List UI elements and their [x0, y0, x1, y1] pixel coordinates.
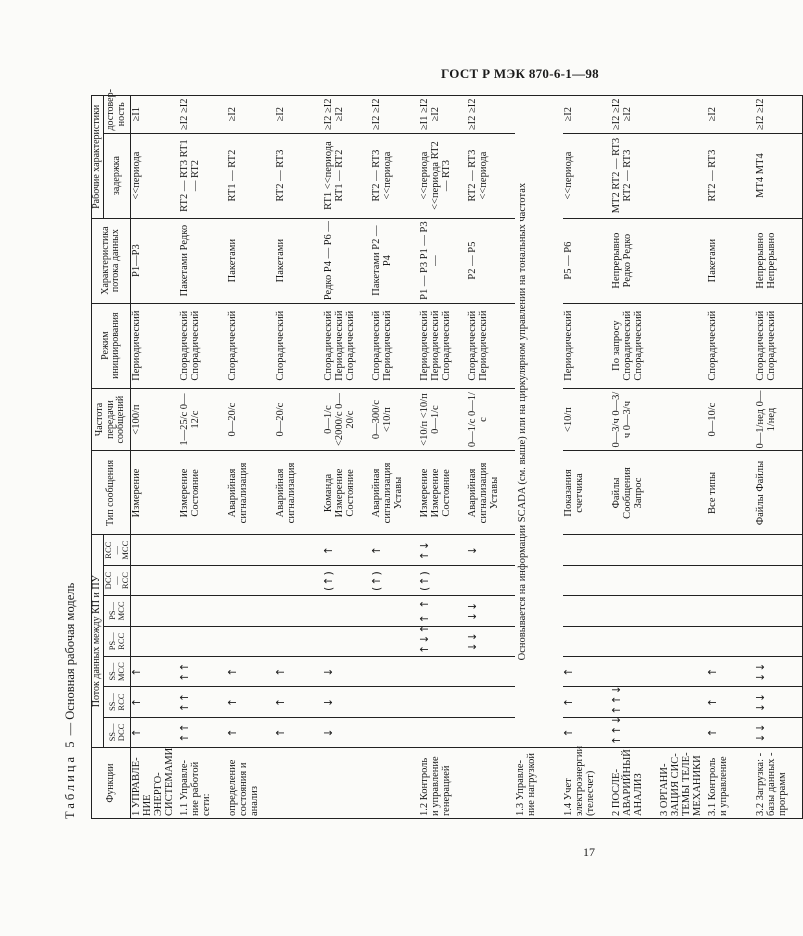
table-cell [659, 565, 707, 595]
table-cell: RT2 — RT3 <<периода [371, 133, 419, 218]
table-cell: Периодический [131, 303, 179, 388]
table-cell [563, 535, 611, 565]
table-cell [755, 626, 803, 656]
table-cell: ↑ ↑ [419, 596, 467, 626]
table-cell [131, 565, 179, 595]
table-cell [323, 626, 371, 656]
col-flow-char: Характеристика потока данных [92, 218, 131, 303]
table-cell: 1.3 Управле-ние нагрузкой [515, 748, 563, 819]
table-row [419, 96, 467, 819]
table-cell: <<периода [563, 133, 611, 218]
col-functions: Функции [92, 748, 131, 819]
table-cell [611, 626, 659, 656]
basic-operating-model-table [91, 89, 803, 819]
table-cell: 3.1 Контроль и управление [707, 748, 755, 819]
table-row [371, 96, 419, 819]
table-cell: ↓↓ [755, 657, 803, 687]
table-cell: 0—300/с <10/п [371, 388, 419, 451]
table-cell: ↑ [131, 717, 179, 747]
table-cell: 0—20/с [275, 388, 323, 451]
table-cell [467, 565, 515, 595]
col-flow-5: DCC—RCC [103, 565, 131, 595]
table-cell: ↑ [371, 535, 419, 565]
table-cell: ↑ [707, 717, 755, 747]
table-cell: ↑ [227, 687, 275, 717]
table-cell: ↑ [563, 687, 611, 717]
table-cell [659, 596, 707, 626]
table-cell: Спорадический Спорадический [755, 303, 803, 388]
table-cell [275, 626, 323, 656]
table-row [659, 96, 707, 819]
table-row [131, 96, 179, 819]
table-cell [371, 717, 419, 747]
table-cell: Спорадический Периодический [467, 303, 515, 388]
table-cell: ≥I2 [275, 96, 323, 134]
table-cell: ↑ [227, 717, 275, 747]
table-cell: ↓↓ [467, 596, 515, 626]
table-cell: ≥I1 [131, 96, 179, 134]
table-cell: ↑ [563, 717, 611, 747]
table-cell: Периодический [563, 303, 611, 388]
table-cell: P5 — P6 [563, 218, 611, 303]
table-cell: 0—20/с [227, 388, 275, 451]
table-cell [659, 303, 707, 388]
table-cell: Файлы Файлы [755, 451, 803, 535]
table-cell: ↑↑↓ [611, 687, 659, 717]
table-cell: Показания счетчика [563, 451, 611, 535]
table-cell [419, 657, 467, 687]
table-cell [467, 687, 515, 717]
col-flow-3: PS—RCC [103, 626, 131, 656]
table-cell: RT2 — RT3 [275, 133, 323, 218]
table-cell [707, 626, 755, 656]
table-cell: Аварийная сигнализация Уставы [371, 451, 419, 535]
table-cell [659, 687, 707, 717]
table-row [707, 96, 755, 819]
col-delay: задержка [103, 133, 131, 218]
table-cell [179, 535, 227, 565]
table-cell [707, 596, 755, 626]
table-cell [659, 218, 707, 303]
table-cell: ↑↑ [179, 717, 227, 747]
table-cell: RT2 — RT3 RT1 — RT2 [179, 133, 227, 218]
table-cell: ↑ [323, 535, 371, 565]
table-cell: 1 УПРАВЛЕ-НИЕ ЭНЕРГО-СИСТЕМАМИ [131, 748, 179, 819]
table-cell [707, 565, 755, 595]
table-cell: Спорадический [707, 303, 755, 388]
table-cell: ≥I1 ≥I2 ≥I2 [419, 96, 467, 134]
table-cell: ↑↑↓ [611, 717, 659, 747]
table-cell: Спорадический [227, 303, 275, 388]
table-caption: Таблица 5 — Основная рабочая модель [63, 582, 77, 819]
table-cell: ↓↓ [755, 687, 803, 717]
table-cell: ↑↓↑ [419, 626, 467, 656]
table-row [467, 96, 515, 819]
table-cell: P1—P3 [131, 218, 179, 303]
table-cell [611, 657, 659, 687]
table-cell: ≥I2 [227, 96, 275, 134]
table-cell: Спорадический [275, 303, 323, 388]
col-flow-1: SS—RCC [103, 687, 131, 717]
table-cell: ↑ [275, 657, 323, 687]
table-row [179, 96, 227, 819]
table-cell: <10/п [563, 388, 611, 451]
table-cell [659, 535, 707, 565]
table-cell: <<периода <<периода RT2 — RT3 [419, 133, 467, 218]
table-cell [563, 626, 611, 656]
table-cell [323, 748, 371, 819]
table-cell: 1.1 Управле-ние работой сети: [179, 748, 227, 819]
table-row [275, 96, 323, 819]
table-cell: Спорадический Периодический Спорадический [323, 303, 371, 388]
table-cell: Пакетами [227, 218, 275, 303]
table-cell: 0—1/с <2000/с 0—20/с [323, 388, 371, 451]
table-cell [659, 133, 707, 218]
col-msg-type: Тип сообщения [92, 451, 131, 535]
col-flow-2: SS—MCC [103, 657, 131, 687]
table-cell: RT1 — RT2 [227, 133, 275, 218]
table-cell: Файлы Сообщения Запрос [611, 451, 659, 535]
table-cell: P1 — P3 P1 — P3 — [419, 218, 467, 303]
table-row [611, 96, 659, 819]
table-cell [659, 451, 707, 535]
table-cell: Измерение Состояние [179, 451, 227, 535]
table-cell [371, 596, 419, 626]
table-cell [323, 596, 371, 626]
table-cell [659, 388, 707, 451]
table-cell: 0—10/с [707, 388, 755, 451]
table-cell: ↓ [323, 687, 371, 717]
table-cell: RT2 — RT3 <<периода [467, 133, 515, 218]
table-cell [179, 596, 227, 626]
table-cell: 1—25/с 0—12/с [179, 388, 227, 451]
table-cell: Пакетами [275, 218, 323, 303]
table-cell: ↑ [275, 687, 323, 717]
table-cell [275, 748, 323, 819]
table-cell: ≥I2 ≥I2 [179, 96, 227, 134]
table-cell [131, 626, 179, 656]
table-row [323, 96, 371, 819]
table-cell [563, 565, 611, 595]
table-cell: Спорадический Периодический [371, 303, 419, 388]
table-cell [467, 748, 515, 819]
table-cell: ↑↑ [179, 687, 227, 717]
col-perf-group: Рабочие характеристики [92, 96, 104, 219]
table-cell: Непрерывно Редко Редко [611, 218, 659, 303]
table-cell [227, 565, 275, 595]
table-cell [419, 687, 467, 717]
table-cell: ≥I2 ≥I2 ≥I2 [611, 96, 659, 134]
table-cell: ↓ [323, 657, 371, 687]
table-cell [131, 596, 179, 626]
table-cell: Спорадический Спорадический [179, 303, 227, 388]
table-cell: ↑ [131, 657, 179, 687]
table-cell: ≥I2 [563, 96, 611, 134]
rotated-table-block [63, 89, 788, 819]
table-cell: ↑ [707, 687, 755, 717]
table-cell: ↑ [275, 717, 323, 747]
table-cell: (↑) [323, 565, 371, 595]
table-cell [179, 626, 227, 656]
table-cell: ≥I2 [707, 96, 755, 134]
table-cell: ↑ [563, 657, 611, 687]
table-cell: Пакетами Редко [179, 218, 227, 303]
table-cell [227, 596, 275, 626]
table-cell: 3.2 Загрузка: - базы данных - программ [755, 748, 803, 819]
table-cell: ↓ [323, 717, 371, 747]
table-row [563, 96, 611, 819]
table-cell [371, 748, 419, 819]
col-frequency: Частота передачи сообщений [92, 388, 131, 451]
table-cell [611, 565, 659, 595]
table-cell [755, 565, 803, 595]
table-cell: По запросу Спорадический Спорадический [611, 303, 659, 388]
table-cell: Измерение Измерение Состояние [419, 451, 467, 535]
table-cell: <<периода [131, 133, 179, 218]
table-cell [275, 535, 323, 565]
table-cell [227, 626, 275, 656]
table-cell: ≥I2 ≥I2 ≥I2 [323, 96, 371, 134]
table-cell: 0—1/нед 0—1/нед [755, 388, 803, 451]
table-cell: Пакетами P2 — P4 [371, 218, 419, 303]
table-cell: (↑) [371, 565, 419, 595]
table-cell [659, 717, 707, 747]
table-cell: Измерение [131, 451, 179, 535]
table-cell: 2 ПОСЛЕ-АВАРИЙНЫЙ АНАЛИЗ [611, 748, 659, 819]
table-cell: ↑↑ [179, 657, 227, 687]
table-row [515, 96, 563, 819]
table-cell: Аварийная сигнализация [275, 451, 323, 535]
table-cell: ≥I2 ≥I2 [755, 96, 803, 134]
table-cell: Все типы [707, 451, 755, 535]
table-cell [419, 717, 467, 747]
table-cell: Непрерывно Непрерывно [755, 218, 803, 303]
table-cell [371, 687, 419, 717]
col-reliability: достовер-ность [103, 96, 131, 134]
table-cell: Основывается на информации SCADA (см. выше) или на циркулярном управлении на тональных частотах [515, 96, 563, 748]
table-cell: ↑ [131, 687, 179, 717]
table-cell: ↑ [707, 657, 755, 687]
table-cell [755, 535, 803, 565]
table-cell [275, 596, 323, 626]
table-cell: ↑ [227, 657, 275, 687]
table-cell: Аварийная сигнализация Уставы [467, 451, 515, 535]
table-cell [467, 717, 515, 747]
table-cell: RT2 — RT3 [707, 133, 755, 218]
table-cell: <10/п <10/п 0—1/с [419, 388, 467, 451]
table-cell: ↓↓ [755, 717, 803, 747]
table-cell: MT2 RT2 — RT3 RT2 — RT3 [611, 133, 659, 218]
table-cell: MT4 MT4 [755, 133, 803, 218]
table-cell [707, 535, 755, 565]
table-cell: определение состояния и анализ [227, 748, 275, 819]
table-cell: (↑) [419, 565, 467, 595]
table-cell: 0—3/ч 0—3/ч 0—3/ч [611, 388, 659, 451]
page-number: 17 [583, 845, 595, 859]
table-cell: ↑↓ [419, 535, 467, 565]
table-cell [179, 565, 227, 595]
table-cell: Периодический Периодический Спорадический [419, 303, 467, 388]
table-cell: RT1 <<периода RT1 — RT2 [323, 133, 371, 218]
table-cell [611, 596, 659, 626]
table-cell: 1.2 Контроль и управление генерацией [419, 748, 467, 819]
table-row [227, 96, 275, 819]
table-cell [275, 565, 323, 595]
table-cell: ≥I2 ≥I2 [467, 96, 515, 134]
table-cell [659, 657, 707, 687]
table-cell: ↓ [467, 535, 515, 565]
table-cell: P2 — P5 [467, 218, 515, 303]
table-cell: Команда Измерение Состояние [323, 451, 371, 535]
document-header: ГОСТ Р МЭК 870-6-1—98 [441, 66, 599, 81]
table-cell: Аварийная сигнализация [227, 451, 275, 535]
table-cell: Пакетами [707, 218, 755, 303]
table-cell: 0—1/с 0—1/с [467, 388, 515, 451]
table-cell: ↓↓ [467, 626, 515, 656]
table-cell [563, 596, 611, 626]
col-flow-group: Поток данных между КП и ПУ [92, 535, 104, 748]
table-cell: <100/п [131, 388, 179, 451]
table-cell: 1.4 Учет электроэнергии (телесчет) [563, 748, 611, 819]
table-cell: ≥I2 ≥I2 [371, 96, 419, 134]
table-cell [755, 596, 803, 626]
table-cell: Редко P4 — P6 — [323, 218, 371, 303]
col-flow-4: PS—MCC [103, 596, 131, 626]
col-mode: Режим инициирования [92, 303, 131, 388]
col-flow-6: RCC—MCC [103, 535, 131, 565]
table-cell [467, 657, 515, 687]
table-cell [131, 535, 179, 565]
table-cell [371, 657, 419, 687]
table-cell [659, 626, 707, 656]
table-row [755, 96, 803, 819]
table-cell [611, 535, 659, 565]
table-cell [227, 535, 275, 565]
table-cell [371, 626, 419, 656]
table-cell [659, 96, 707, 134]
col-flow-0: SS—DCC [103, 717, 131, 747]
table-cell: 3 ОРГАНИ-ЗАЦИЯ СИС-ТЕМЫ ТЕЛЕ-МЕХАНИКИ [659, 748, 707, 819]
